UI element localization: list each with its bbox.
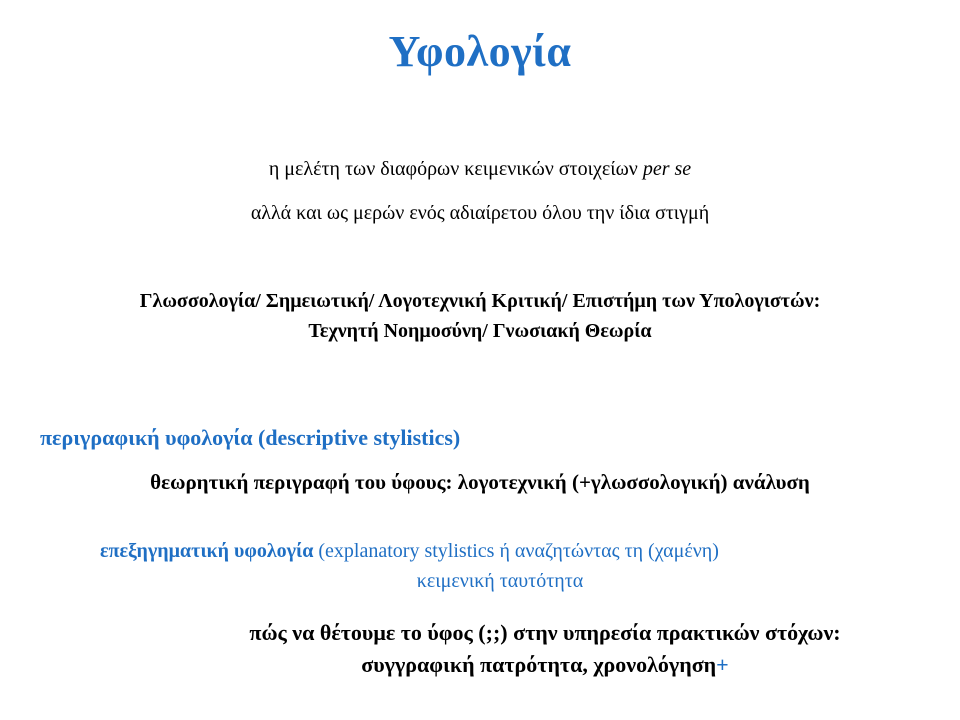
fields-line-2: Τεχνητή Νοημοσύνη/ Γνωσιακή Θεωρία — [308, 320, 652, 342]
practical-goals-line-1: πώς να θέτουμε το ύφος (;;) στην υπηρεσία πρακτικών στόχων: — [249, 620, 841, 645]
definition-line-2: αλλά και ως μερών ενός αδιαίρετου όλου την ίδια στιγμή — [250, 202, 710, 224]
definition-line-1 — [0, 158, 960, 181]
fields-line-1: Γλωσσολογία/ Σημειωτική/ Λογοτεχνική Κριτική/ Επιστήμη των Υπολογιστών: — [139, 290, 821, 312]
descriptive-stylistics-description: θεωρητική περιγραφή του ύφους: λογοτεχνική (+γλωσσολογική) ανάλυση — [150, 470, 810, 494]
practical-goals-text: συγγραφική πατρότητα, χρονολόγηση — [361, 652, 717, 677]
plus-sign: + — [716, 652, 729, 677]
explanatory-stylistics-line-1 — [100, 540, 719, 563]
definition-emphasis: per se — [642, 158, 692, 180]
explanatory-stylistics-line-2: κειμενική ταυτότητα — [416, 570, 584, 592]
explanatory-stylistics-lead: επεξηγηματική υφολογία — [100, 540, 314, 562]
descriptive-stylistics-heading: περιγραφική υφολογία (descriptive stylistics) — [40, 425, 461, 450]
explanatory-stylistics-rest: (explanatory stylistics ή αναζητώντας τη (χαμένη) — [313, 540, 719, 562]
practical-goals-line-2 — [0, 652, 960, 678]
slide-title: Υφολογία — [388, 27, 572, 76]
definition-text: η μελέτη των διαφόρων κειμενικών στοιχείων — [268, 158, 643, 180]
